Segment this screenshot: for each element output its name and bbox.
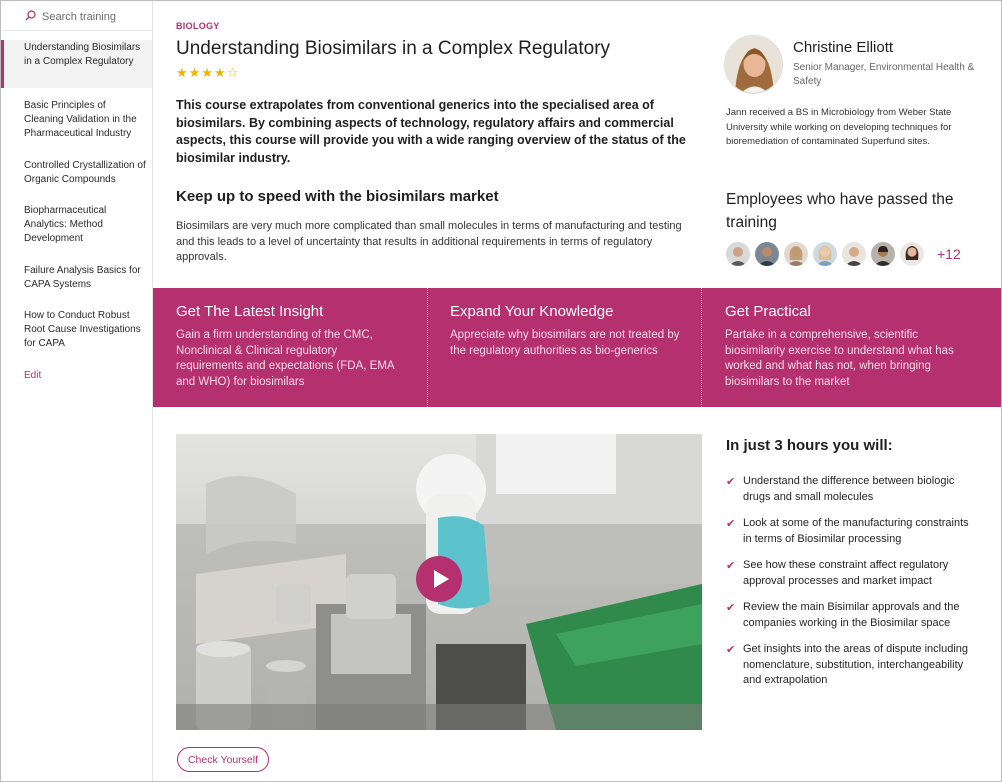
play-icon bbox=[416, 556, 462, 602]
feature-practical bbox=[725, 288, 980, 407]
course-intro: This course extrapolates from conventional generics into the specialised area of biosimilars. By combining aspects of technology, regulatory affairs and commercial aspects, this course will provide you with a wide ranging overview of the status of the biosimilar industry. bbox=[176, 98, 686, 165]
rating-stars: ★★★★☆ bbox=[176, 65, 240, 80]
play-button[interactable] bbox=[416, 556, 462, 602]
section-heading: Keep up to speed with the biosimilars market bbox=[176, 188, 499, 205]
check-icon: ✔ bbox=[726, 644, 736, 656]
outcomes-list bbox=[726, 474, 976, 700]
sidebar-item-cleaning-validation[interactable]: Basic Principles of Cleaning Validation in the Pharmaceutical Industry bbox=[24, 100, 137, 139]
avatar[interactable] bbox=[900, 242, 924, 266]
course-category: BIOLOGY bbox=[176, 21, 220, 31]
outcome-text: Get insights into the areas of dispute including nomenclature, substitution, interchangeability and extrapolation bbox=[743, 643, 969, 686]
list-item bbox=[726, 642, 976, 689]
outcome-text: Understand the difference between biologic drugs and small molecules bbox=[743, 475, 955, 503]
avatar[interactable] bbox=[813, 242, 837, 266]
feature-banner bbox=[153, 288, 1001, 407]
feature-text: Partake in a comprehensive, scientific biosimilarity exercise to understand what has worked and what has not, when bringing biosimilars to the market bbox=[725, 329, 954, 388]
check-icon: ✔ bbox=[726, 476, 736, 488]
feature-title: Get The Latest Insight bbox=[176, 303, 324, 320]
course-video[interactable] bbox=[176, 434, 702, 730]
feature-insight bbox=[176, 288, 411, 407]
banner-divider bbox=[701, 288, 702, 407]
more-employees-count[interactable]: +12 bbox=[937, 246, 961, 262]
instructor-avatar bbox=[724, 35, 783, 94]
outcome-text: Review the main Bisimilar approvals and the companies working in the Biosimilar space bbox=[743, 601, 960, 629]
feature-title: Get Practical bbox=[725, 303, 811, 320]
avatar[interactable] bbox=[871, 242, 895, 266]
list-item bbox=[726, 600, 976, 631]
search-box[interactable] bbox=[1, 1, 152, 31]
instructor-bio: Jann received a BS in Microbiology from Weber State University while working on developing techniques for bioremediation of contaminated Superfund sites. bbox=[726, 107, 952, 147]
sidebar-item-root-cause[interactable]: How to Conduct Robust Root Cause Investigations for CAPA bbox=[24, 310, 141, 349]
sidebar-item-biosimilars[interactable]: Understanding Biosimilars in a Complex Regulatory bbox=[1, 40, 152, 88]
banner-divider bbox=[427, 288, 428, 407]
check-icon: ✔ bbox=[726, 518, 736, 530]
outcome-text: See how these constraint affect regulatory approval processes and market impact bbox=[743, 559, 949, 587]
check-icon: ✔ bbox=[726, 560, 736, 572]
sidebar bbox=[1, 1, 153, 781]
avatar[interactable] bbox=[755, 242, 779, 266]
list-item bbox=[726, 474, 976, 505]
avatar[interactable] bbox=[784, 242, 808, 266]
outcome-text: Look at some of the manufacturing constraints in terms of Biosimilar processing bbox=[743, 517, 969, 545]
sidebar-item-failure-analysis[interactable]: Failure Analysis Basics for CAPA Systems bbox=[24, 265, 141, 290]
search-input[interactable]: Search training bbox=[42, 11, 116, 23]
check-yourself-button[interactable]: Check Yourself bbox=[177, 747, 269, 772]
edit-link[interactable]: Edit bbox=[24, 370, 42, 381]
section-body: Biosimilars are very much more complicated than small molecules in terms of manufacturing and testing and this leads to a level of uncertainty that results in additional requirements in terms of regulatory approvals. bbox=[176, 220, 682, 263]
feature-text: Appreciate why biosimilars are not treated by the regulatory authorities as bio-generics bbox=[450, 329, 680, 357]
passed-heading: Employees who have passed the training bbox=[726, 191, 954, 231]
list-item bbox=[726, 558, 976, 589]
check-icon: ✔ bbox=[726, 602, 736, 614]
avatar[interactable] bbox=[842, 242, 866, 266]
search-icon bbox=[25, 10, 36, 21]
feature-knowledge bbox=[450, 288, 690, 407]
instructor-name: Christine Elliott bbox=[793, 39, 894, 56]
feature-text: Gain a firm understanding of the CMC, Nonclinical & Clinical regulatory requirements and expectations (FDA, EMA and WHO) for biosimilars bbox=[176, 329, 394, 388]
instructor-role: Senior Manager, Environmental Health & Safety bbox=[793, 62, 975, 87]
page-title: Understanding Biosimilars in a Complex Regulatory bbox=[176, 38, 611, 59]
outcomes-heading: In just 3 hours you will: bbox=[726, 437, 893, 454]
avatar[interactable] bbox=[726, 242, 750, 266]
sidebar-item-crystallization[interactable]: Controlled Crystallization of Organic Compounds bbox=[24, 160, 146, 185]
list-item bbox=[726, 516, 976, 547]
feature-title: Expand Your Knowledge bbox=[450, 303, 614, 320]
sidebar-item-analytics[interactable]: Biopharmaceutical Analytics: Method Development bbox=[24, 205, 107, 244]
